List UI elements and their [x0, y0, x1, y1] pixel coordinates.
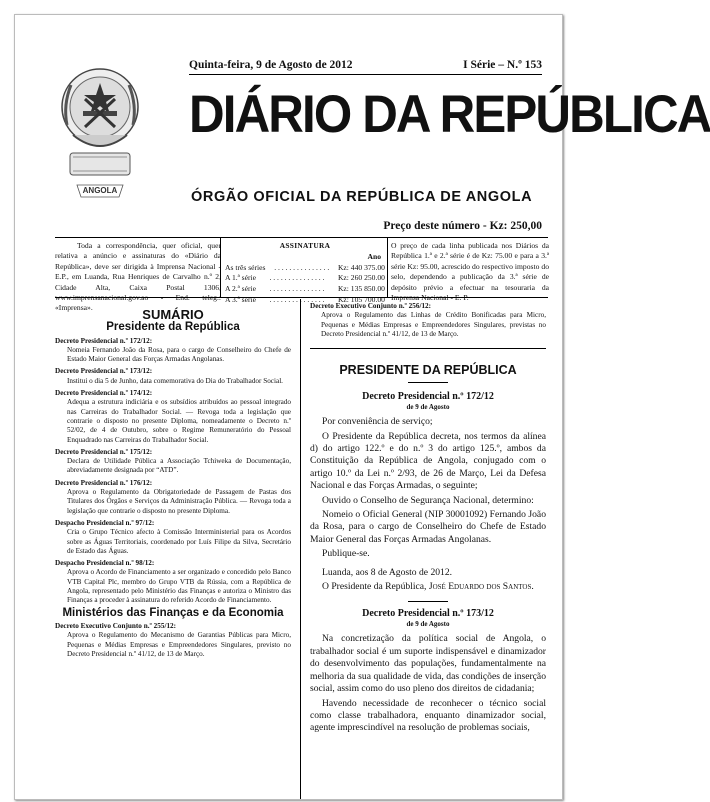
decree-paragraph: Luanda, aos 8 de Agosto de 2012.: [322, 566, 453, 578]
summary-item-title: Despacho Presidencial n.º 98/12:: [55, 559, 155, 568]
summary-end-rule: [310, 348, 546, 349]
decree-paragraph: Ouvido o Conselho de Segurança Nacional, determino:: [322, 494, 534, 506]
summary-item-title: Decreto Presidencial n.º 172/12:: [55, 336, 153, 345]
subscription-row: A 3.ª série . . . . . . . . . . . . . . . Kz: 105 700.00: [225, 294, 385, 304]
summary-item-title: Decreto Presidencial n.º 175/12:: [55, 447, 153, 456]
summary-item-title: Decreto Presidencial n.º 174/12:: [55, 389, 153, 398]
summary-section-title: Presidente da República: [106, 321, 240, 334]
summary-item-title: Decreto Executivo Conjunto n.º 255/12:: [55, 621, 177, 630]
decree-title: Decreto Presidencial n.º 173/12: [362, 608, 494, 620]
decree-paragraph: Por conveniência de serviço;: [322, 416, 433, 428]
info-box-top-rule: [55, 237, 548, 238]
summary-item-text: Aprova o Regulamento das Linhas de Crédito Bonificadas para Micro, Pequenas e Médias Empresas e Empreendedores Singulares, previstas no Decreto Presidencial n.º 41/12, de 13 de Março.: [321, 311, 546, 338]
decree-paragraph: Nomeio o Oficial General (NIP 30001092) Fernando João da Rosa, para o cargo de Conselheiro do Chefe de Estado Maior General das Forças Armadas Angolanas.: [310, 509, 546, 545]
summary-item-title: Decreto Executivo Conjunto n.º 256/12:: [310, 302, 432, 310]
subscription-year-label: Ano: [367, 251, 381, 261]
body-column: [310, 299, 546, 737]
masthead-subtitle: ÓRGÃO OFICIAL DA REPÚBLICA DE ANGOLA: [191, 189, 533, 205]
decree-separator: [408, 601, 448, 602]
info-divider: [220, 237, 221, 297]
summary-column: [55, 299, 291, 659]
summary-section-title: Ministérios das Finanças e da Economia: [62, 606, 284, 619]
header-divider: [189, 74, 542, 75]
masthead-title: DIÁRIO DA REPÚBLICA: [189, 85, 710, 144]
summary-item-title: Decreto Presidencial n.º 176/12:: [55, 478, 153, 487]
summary-continued: [310, 302, 546, 339]
decree-paragraph: Publique-se.: [322, 548, 370, 560]
summary-item-text: Institui o dia 5 de Junho, data comemorativa do Dia do Trabalhador Social.: [67, 376, 283, 385]
decree-paragraph: O Presidente da República decreta, nos termos da alínea d) do artigo 122.º e do n.º 3 do artigo 125.º, ambos da Constituição da República de Angola, conjugado com o artigo 10.º da Lei n.º 2/93, de 26 de Março, Lei da Defesa Nacional e das Forças Armadas, o seguinte;: [310, 430, 546, 492]
decree-date: de 9 de Agosto: [406, 403, 450, 412]
summary-heading: SUMÁRIO: [142, 307, 204, 322]
info-divider: [387, 237, 388, 297]
summary-item-text: Nomeia Fernando João da Rosa, para o cargo de Conselheiro do Chefe de Estado Maior General das Forças Armadas Angolanas.: [67, 345, 291, 364]
summary-item-text: Aprova o Regulamento da Obrigatoriedade de Passagem de Pastas dos Titulares dos Órgãos e Serviços da Administração Pública. — Revoga toda a legislação que contrarie o disposto no presente Diploma.: [67, 488, 291, 515]
decree-signature: O Presidente da República, José Eduardo dos Santos.: [322, 581, 534, 593]
body-section-title: PRESIDENTE DA REPÚBLICA: [339, 363, 517, 378]
summary-item-text: Aprova o Acordo de Financiamento a ser organizado e concedido pelo Banco VTB Capital Plc, membro do Grupo VTB da Rússia, com a República de Angola, representado pelo Ministério das Finanças e autoriza o Ministro das Finanças a proceder à assinatura do referido Acordo de Financiamento.: [67, 568, 291, 605]
issue-price: Preço deste número - Kz: 250,00: [383, 220, 542, 232]
line-price-notice: O preço de cada linha publicada nos Diários da República 1.ª e 2.ª série é de Kz: 75.00 e para a 3.ª série Kz: 95.00, acrescido do respectivo imposto do selo, dependendo a publicação da 3.ª série de depósito prévio a efectuar na tesouraria da Imprensa Nacional - E. P.: [391, 241, 549, 303]
section-short-rule: [408, 382, 448, 383]
column-divider: [300, 299, 301, 799]
angola-emblem-icon: [55, 65, 145, 205]
svg-text:ANGOLA: ANGOLA: [82, 186, 118, 195]
subscription-row: As três séries . . . . . . . . . . . . . . . Kz: 440 375.00: [225, 262, 385, 272]
issue-date: Quinta-feira, 9 de Agosto de 2012: [189, 59, 353, 71]
summary-item-text: Adequa a estrutura indiciária e os subsídios atribuídos ao pessoal integrado nas Carreiras do Trabalhador Social. — Revoga toda a legislação que contrarie o disposto no presente Diploma, nomeadamente o Decreto n.º 52/02, de 4 de Outubro, sobre o Regime Remuneratório do Pessoal Enquadrado nas Carreiras do Trabalhador Social.: [67, 398, 291, 444]
info-box-bottom-rule: [55, 297, 548, 298]
decree-date: de 9 de Agosto: [406, 620, 450, 629]
subscription-title: ASSINATURA: [279, 241, 331, 250]
summary-item-text: Cria o Grupo Técnico afecto à Comissão Interministerial para os Acordos sobre as Águas Territoriais, coordenado por Luís Filipe da Silva, Secretário de Estado das Águas.: [67, 528, 291, 555]
subscription-row: A 2.ª série . . . . . . . . . . . . . . . Kz: 135 850.00: [225, 284, 385, 294]
correspondence-notice: Toda a correspondência, quer oficial, quer relativa a anúncio e assinaturas do «Diário da República», deve ser dirigida à Imprensa Nacional - E.P., em Luanda, Rua Henriques de Carvalho n.º 2, Cidade Alta, Caixa Postal 1306, www.imprensanacional.gov.ao - End. teleg.: «Imprensa».: [55, 241, 221, 313]
summary-item-title: Decreto Presidencial n.º 173/12:: [55, 367, 153, 376]
decree-paragraph: Na concretização da política social de Angola, o trabalhador social é um suporte indispensável e dinamizador do desenvolvimento das populações, fundamentalmente na melhoria da sua qualidade de vida, das condições de inserção social, assim como do uso pleno dos direitos de cidadania;: [310, 633, 546, 695]
decree-title: Decreto Presidencial n.º 172/12: [362, 391, 494, 403]
summary-item-title: Despacho Presidencial n.º 97/12:: [55, 518, 155, 527]
gazette-page: [14, 14, 710, 800]
issue-series-number: I Série – N.º 153: [463, 59, 542, 71]
subscription-row: A 1.ª série . . . . . . . . . . . . . . . Kz: 260 250.00: [225, 273, 385, 283]
summary-item-text: Aprova o Regulamento do Mecanismo de Garantias Públicas para Micro, Pequenas e Médias Empresas e Empreendedores Singulares, previsto no Decreto Presidencial n.º 41/12, de 13 de Março.: [67, 631, 291, 658]
decree-paragraph: Havendo necessidade de reconhecer o técnico social como classe trabalhadora, enquanto dinamizador social, agente imprescindível na resolução de problemas sociais,: [310, 697, 546, 734]
summary-item-text: Declara de Utilidade Pública a Associação Tchiweka de Documentação, abreviadamente designada por “ATD”.: [67, 457, 291, 475]
